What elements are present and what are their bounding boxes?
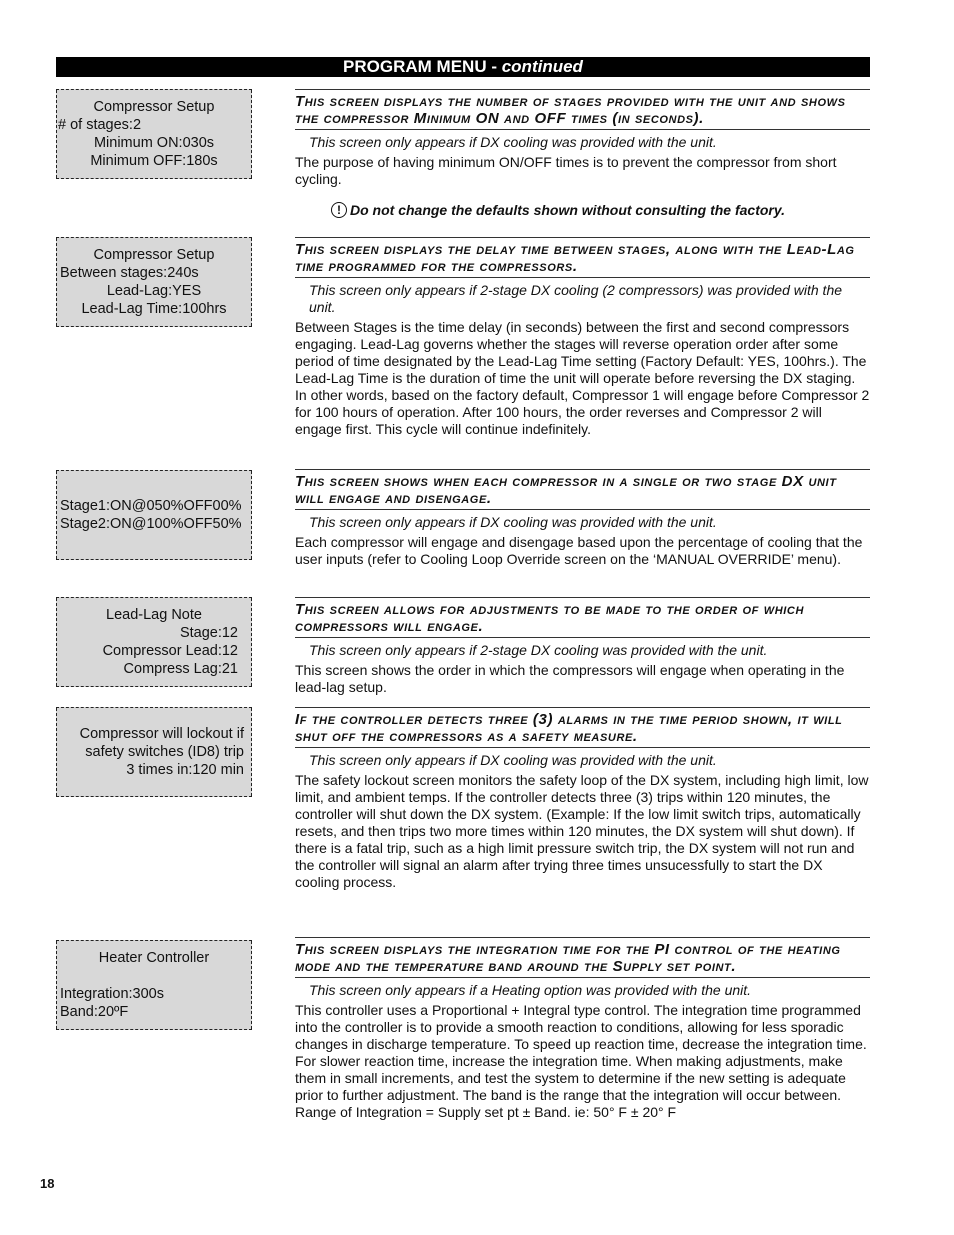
section-body: Each compressor will engage and disengage based upon the percentage of cooling that the user inputs (refer to Cooling Loop Override screen on the ‘MANUAL OVERRIDE’ menu). (295, 534, 863, 567)
section-stage-engage (295, 469, 870, 568)
section-heater-integration (295, 937, 870, 1121)
lcd-line: Lead-Lag Note (106, 607, 202, 623)
lcd-line: Band:20ºF (60, 1004, 129, 1020)
section-note: This screen only appears if DX cooling was provided with the unit. (309, 752, 717, 768)
lcd-line: Minimum ON:030s (93, 135, 215, 151)
lcd-line (56, 779, 252, 797)
lcd-line: Stage:12 (179, 625, 238, 641)
section-note: This screen only appears if 2-stage DX cooling (2 compressors) was provided with the unit. (309, 282, 843, 315)
lcd-line: Integration:300s (60, 986, 164, 1002)
lcd-line (56, 479, 252, 497)
section-compressor-order (295, 597, 870, 696)
lcd-line: safety switches (ID8) trip (85, 744, 244, 760)
page-header (56, 57, 870, 77)
lcd-screen-compressor-setup-stages (56, 89, 252, 179)
lcd-line: Lead-Lag Time:100hrs (81, 301, 227, 317)
warning-note (331, 202, 870, 218)
warning-text: Do not change the defaults shown without consulting the factory. (350, 202, 786, 218)
section-title: If the controller detects three (3) alarms in the time period shown, it will shut off the compressors as a safety measure. (295, 707, 870, 748)
section-safety-lockout (295, 707, 870, 891)
lcd-line (56, 967, 252, 985)
lcd-screen-compressor-lockout (56, 707, 252, 797)
section-note: This screen only appears if DX cooling was provided with the unit. (309, 134, 717, 150)
section-body: This screen shows the order in which the compressors will engage when operating in the lead-lag setup. (295, 662, 845, 695)
page-number: 18 (40, 1176, 55, 1191)
section-title: This screen shows when each compressor in a single or two stage DX unit will engage and disengage. (295, 469, 870, 510)
lcd-line: Compressor Setup (93, 247, 215, 263)
lcd-line: Compressor Setup (93, 99, 215, 115)
section-title: This screen displays the integration time for the PI control of the heating mode and the temperature band around the Supply set point. (295, 937, 870, 978)
lcd-line: # of stages:2 (58, 117, 142, 133)
section-title: This screen allows for adjustments to be made to the order of which compressors will engage. (295, 597, 870, 638)
section-compressor-stages (295, 89, 870, 218)
lcd-line: Compressor Lead:12 (102, 643, 238, 659)
header-title: PROGRAM MENU - (343, 57, 502, 76)
lcd-line: Between stages:240s (60, 265, 199, 281)
section-body: The safety lockout screen monitors the safety loop of the DX system, including high limit, low limit, and ambient temps. If the controller detects three (3) trips within 120 minutes, the controller will shut down the DX system. (Example: If the low limit switch trips, automatically resets, and then trips two more times within 120 minutes, the DX system will shut down). If there is a fatal trip, such as a high limit pressure switch trip, the DX system will not run and the controller will signal an alarm after trying three times unsucessfully to start the DX cooling process. (295, 772, 869, 890)
header-subtitle: continued (501, 57, 583, 76)
section-title: This screen displays the number of stages provided with the unit and shows the compressor Minimum ON and OFF times (in seconds). (295, 89, 870, 130)
section-delay-leadlag (295, 237, 870, 438)
section-body: Between Stages is the time delay (in seconds) between the first and second compressors engaging. Lead-Lag governs whether the stages will reverse operation order after some period of time designated by the Lead-Lag Time setting (Factory Default: YES, 100hrs.). The Lead-Lag Time is the duration of time the unit will operate before reversing the DX staging. In other words, based on the factory default, Compressor 1 will engage before Compressor 2 for 100 hours of operation. After 100 hours, the order reverses and Compressor 2 will engage first. This cycle will continue indefinitely. (295, 319, 870, 437)
section-title: This screen displays the delay time between stages, along with the Lead-Lag time programmed for the compressors. (295, 237, 870, 278)
lcd-line: Heater Controller (98, 950, 210, 966)
lcd-screen-leadlag-note (56, 597, 252, 687)
lcd-screen-stage-onoff (56, 470, 252, 560)
lcd-line: 3 times in:120 min (126, 762, 244, 778)
section-note: This screen only appears if a Heating option was provided with the unit. (309, 982, 752, 998)
section-note: This screen only appears if 2-stage DX cooling was provided with the unit. (309, 642, 768, 658)
lcd-line: Lead-Lag:YES (106, 283, 202, 299)
lcd-line: Compressor will lockout if (79, 726, 244, 742)
section-body: This controller uses a Proportional + Integral type control. The integration time programmed into the controller is to provide a smooth reaction to conditions, allowing for less sporadic changes in discharge temperature. To speed up reaction time, decrease the integration time. For slower reaction time, increase the integration time. When making adjustments, make them in small increments, and test the system to determine if the new setting is adequate prior to further adjustment. The band is the range that the integration will occur between. (295, 1002, 867, 1103)
lcd-line: Compress Lag:21 (123, 661, 238, 677)
lcd-line: Stage2:ON@100%OFF50% (60, 516, 242, 532)
exclamation-icon: ! (331, 202, 347, 218)
lcd-screen-compressor-setup-leadlag (56, 237, 252, 327)
lcd-line (56, 533, 252, 551)
section-formula: Range of Integration = Supply set pt ± Band. ie: 50° F ± 20° F (295, 1104, 677, 1120)
lcd-line: Stage1:ON@050%OFF00% (60, 498, 242, 514)
section-note: This screen only appears if DX cooling was provided with the unit. (309, 514, 717, 530)
lcd-line: Minimum OFF:180s (90, 153, 218, 169)
lcd-screen-heater-controller (56, 940, 252, 1030)
section-body: The purpose of having minimum ON/OFF times is to prevent the compressor from short cycling. (295, 154, 837, 187)
